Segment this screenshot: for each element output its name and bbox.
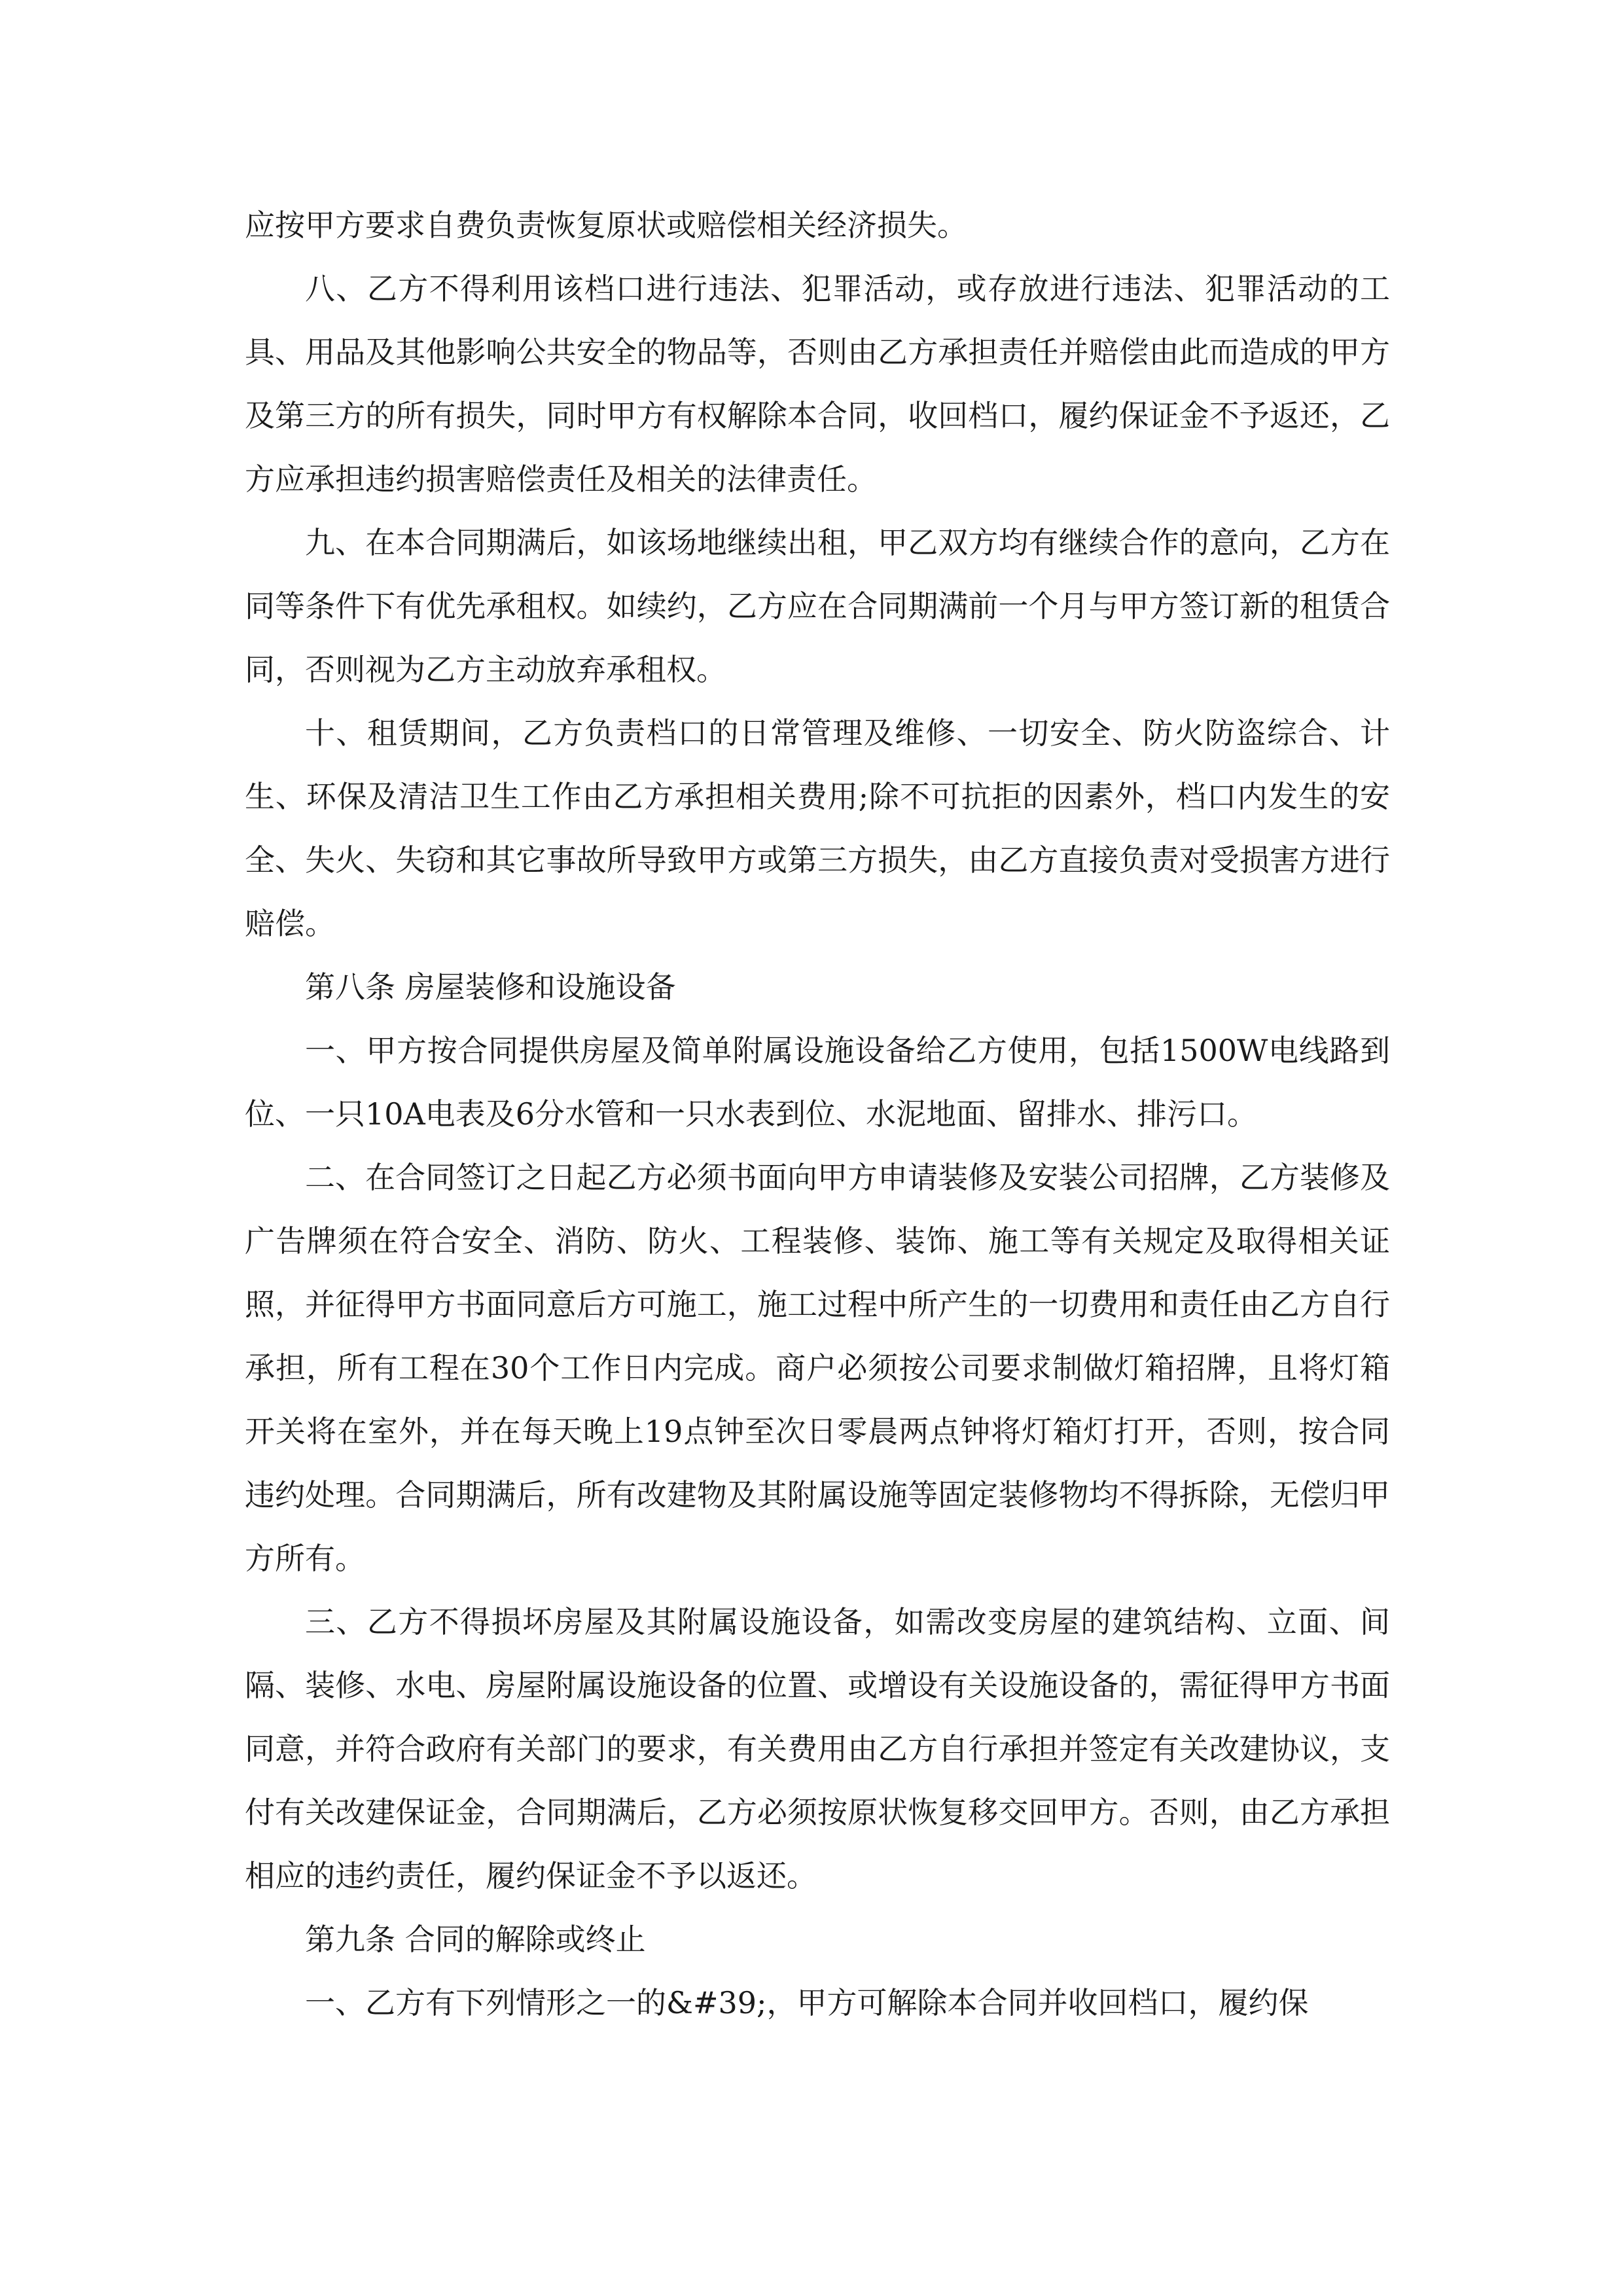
paragraph-article-8-item-2: 二、在合同签订之日起乙方必须书面向甲方申请装修及安装公司招牌，乙方装修及广告牌须在符合安全、消防、防火、工程装修、装饰、施工等有关规定及取得相关证照，并征得甲方书面同意后方可施工，施工过程中所产生的一切费用和责任由乙方自行承担，所有工程在30个工作日内完成。商户必须按公司要求制做灯箱招牌，且将灯箱开关将在室外，并在每天晚上19点钟至次日零晨两点钟将灯箱灯打开，否则，按合同违约处理。合同期满后，所有改建物及其附属设施等固定装修物均不得拆除，无偿归甲方所有。 [245, 1160, 1390, 1576]
section-heading-article-9: 第九条 合同的解除或终止 [305, 1922, 646, 1957]
section-heading-article-8: 第八条 房屋装修和设施设备 [305, 969, 676, 1005]
paragraph-article-9-item-1: 一、乙方有下列情形之一的&#39;，甲方可解除本合同并收回档口，履约保 [305, 1985, 1309, 2020]
paragraph-article-8-item-3: 三、乙方不得损坏房屋及其附属设施设备，如需改变房屋的建筑结构、立面、间隔、装修、水电、房屋附属设施设备的位置、或增设有关设施设备的，需征得甲方书面同意，并符合政府有关部门的要求，有关费用由乙方自行承担并签定有关改建协议，支付有关改建保证金，合同期满后，乙方必须按原状恢复移交回甲方。否则，由乙方承担相应的违约责任，履约保证金不予以返还。 [245, 1604, 1390, 1893]
paragraph-continuation: 应按甲方要求自费负责恢复原状或赔偿相关经济损失。 [245, 207, 967, 243]
paragraph-clause-8: 八、乙方不得利用该档口进行违法、犯罪活动，或存放进行违法、犯罪活动的工具、用品及其他影响公共安全的物品等，否则由乙方承担责任并赔偿由此而造成的甲方及第三方的所有损失，同时甲方有权解除本合同，收回档口，履约保证金不予返还，乙方应承担违约损害赔偿责任及相关的法律责任。 [245, 271, 1390, 497]
paragraph-article-8-item-1: 一、甲方按合同提供房屋及简单附属设施设备给乙方使用，包括1500W电线路到位、一只10A电表及6分水管和一只水表到位、水泥地面、留排水、排污口。 [245, 1033, 1390, 1132]
paragraph-clause-9: 九、在本合同期满后，如该场地继续出租，甲乙双方均有继续合作的意向，乙方在同等条件下有优先承租权。如续约，乙方应在合同期满前一个月与甲方签订新的租赁合同，否则视为乙方主动放弃承租权。 [245, 525, 1390, 687]
document-body [245, 194, 1390, 2035]
paragraph-clause-10: 十、租赁期间，乙方负责档口的日常管理及维修、一切安全、防火防盗综合、计生、环保及清洁卫生工作由乙方承担相关费用;除不可抗拒的因素外，档口内发生的安全、失火、失窃和其它事故所导致甲方或第三方损失，由乙方直接负责对受损害方进行赔偿。 [245, 715, 1390, 941]
